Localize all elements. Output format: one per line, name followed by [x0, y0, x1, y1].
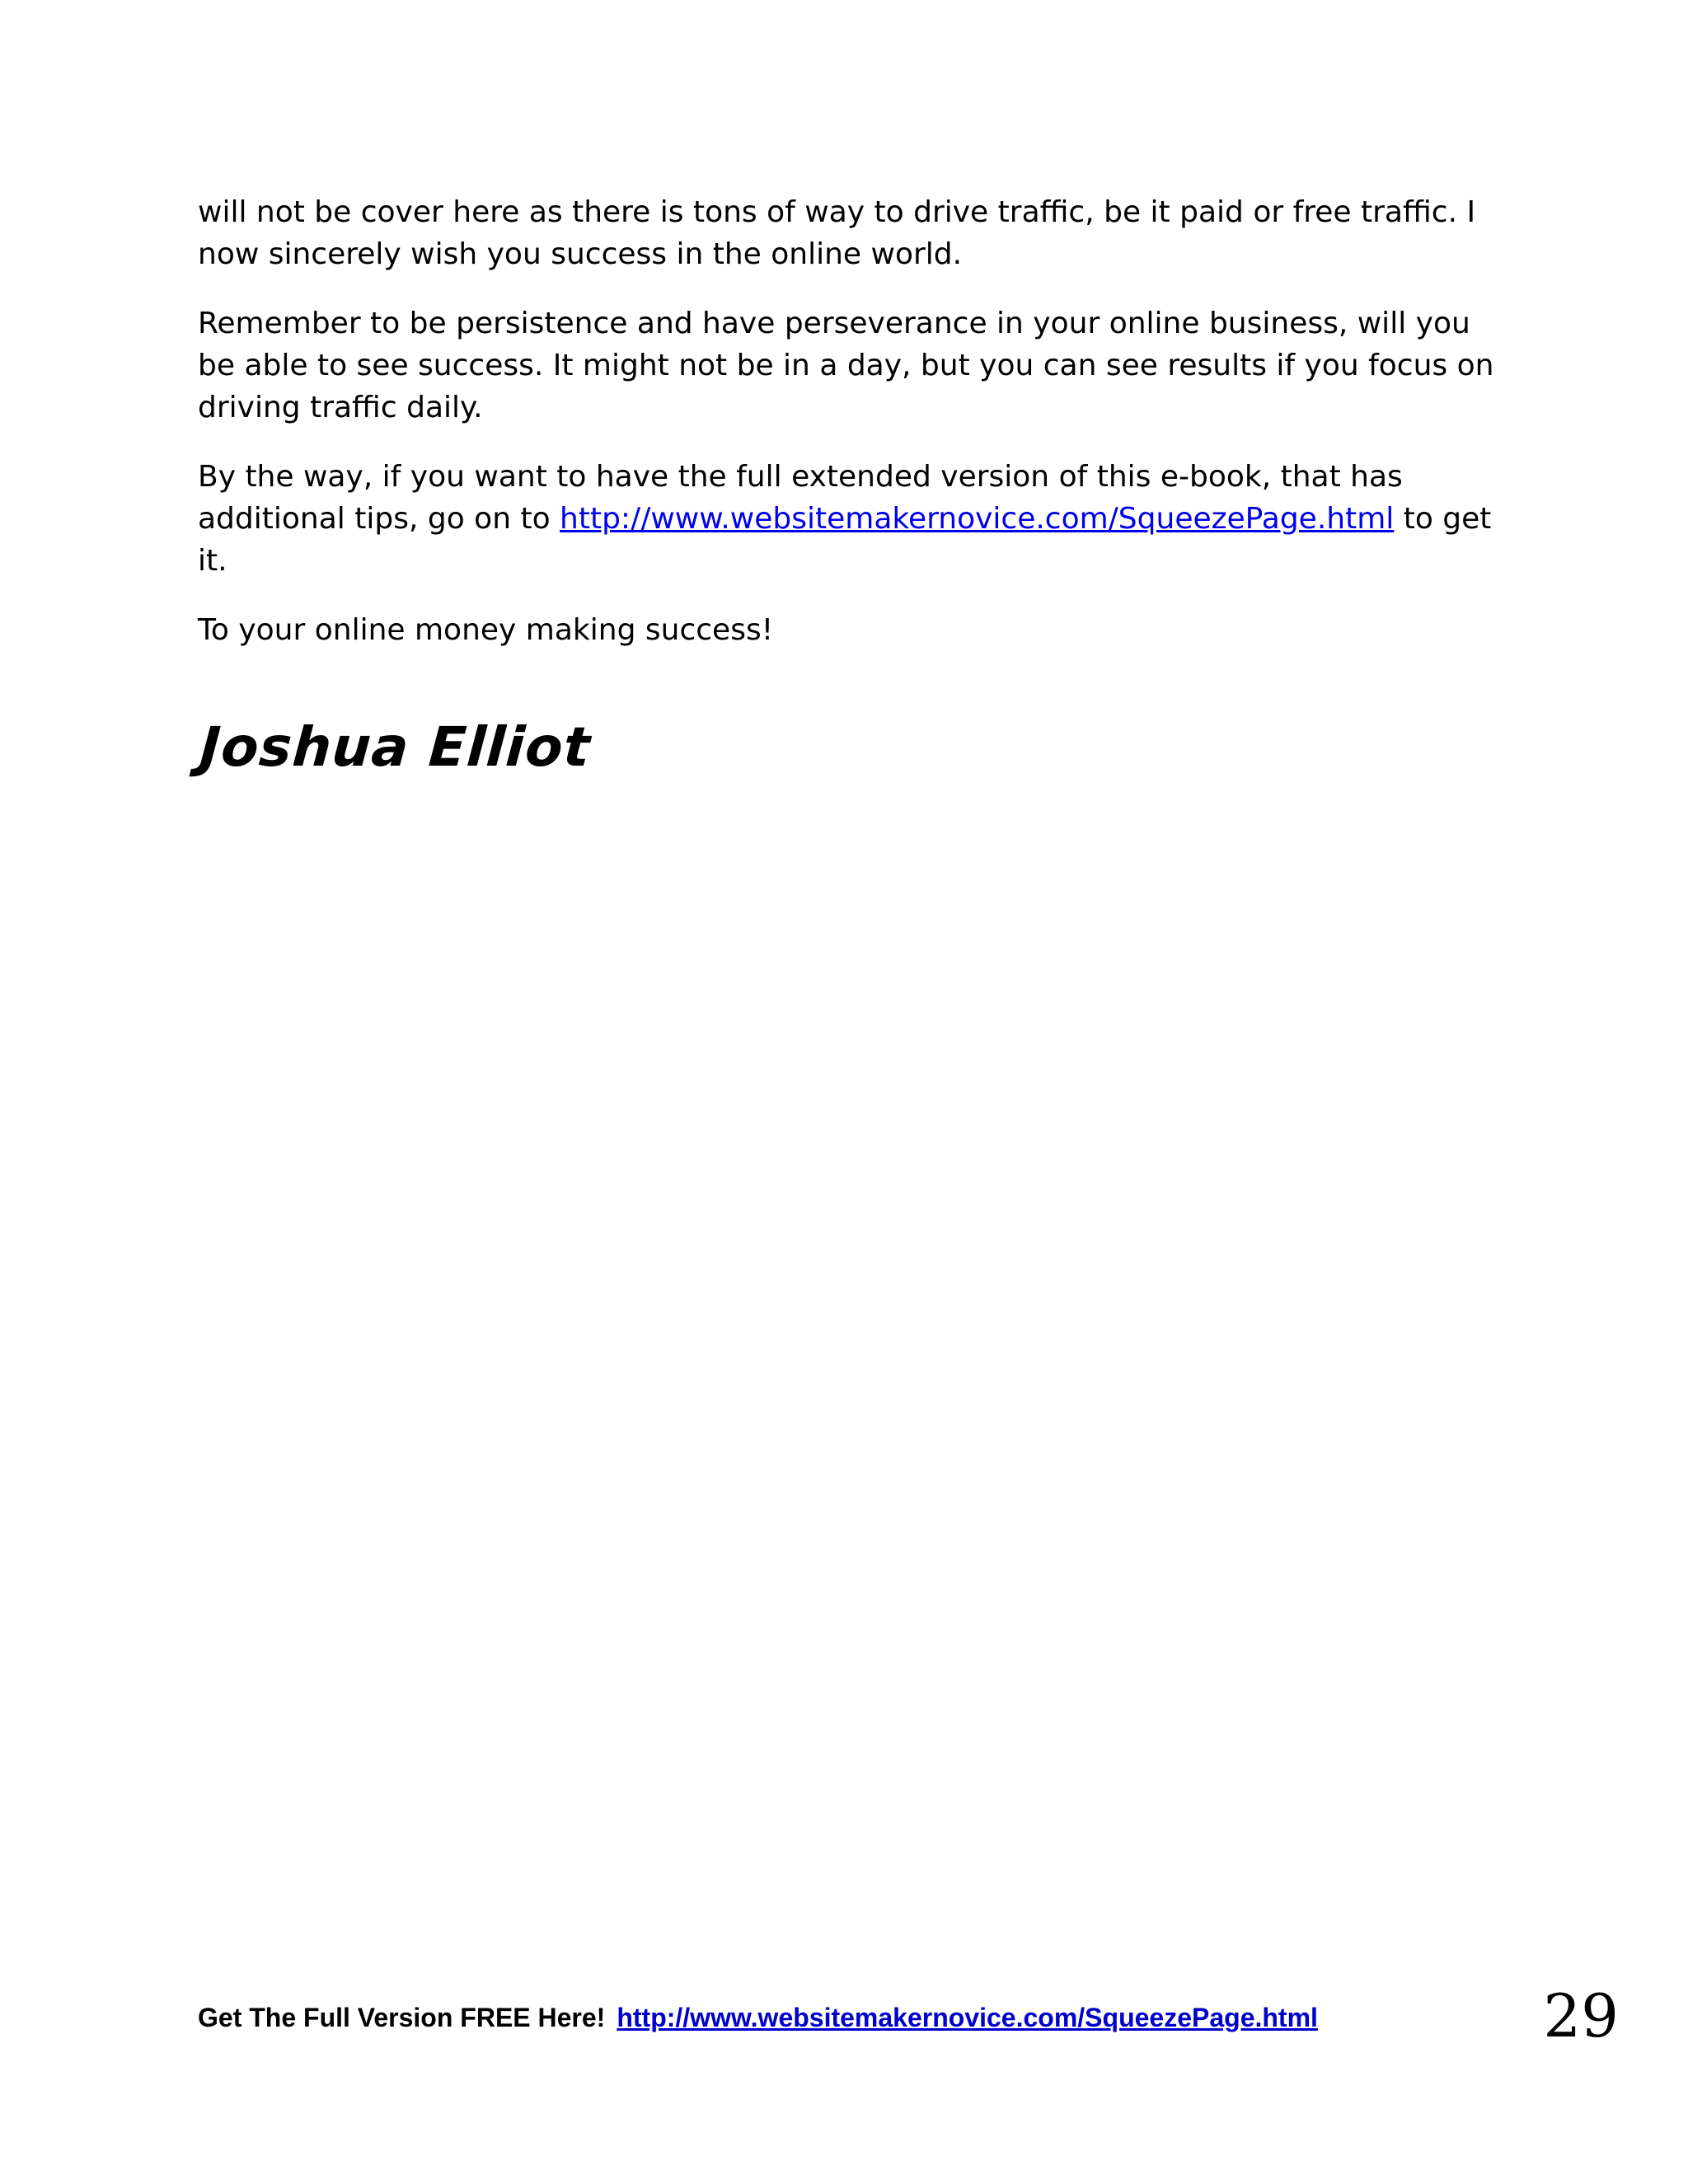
squeeze-page-link[interactable]: http://www.websitemakernovice.com/SqueezePage.html	[560, 502, 1395, 536]
document-body	[198, 191, 1500, 780]
paragraph-full-version	[198, 456, 1500, 582]
footer-squeeze-page-link[interactable]: http://www.websitemakernovice.com/SqueezePage.html	[617, 2003, 1318, 2032]
page-number: 29	[1543, 1981, 1619, 2050]
page-footer	[198, 2001, 1318, 2034]
paragraph-full-version-after: to get it.	[198, 502, 1492, 578]
paragraph-traffic: will not be cover here as there is tons of way to drive traffic, be it paid or free traffic. I now sincerely wish you success in the online world.	[198, 195, 1476, 271]
paragraph-persistence: Remember to be persistence and have perseverance in your online business, will you be able to see success. It might not be in a day, but you can see results if you focus on driving traffic daily.	[198, 307, 1494, 424]
paragraph-closing: To your online money making success!	[198, 613, 774, 647]
paragraph-full-version-before: By the way, if you want to have the full extended version of this e-book, that has additional tips, go on to	[198, 460, 1403, 536]
author-signature: Joshua Elliot	[198, 715, 593, 779]
footer-label: Get The Full Version FREE Here!	[198, 2003, 606, 2032]
